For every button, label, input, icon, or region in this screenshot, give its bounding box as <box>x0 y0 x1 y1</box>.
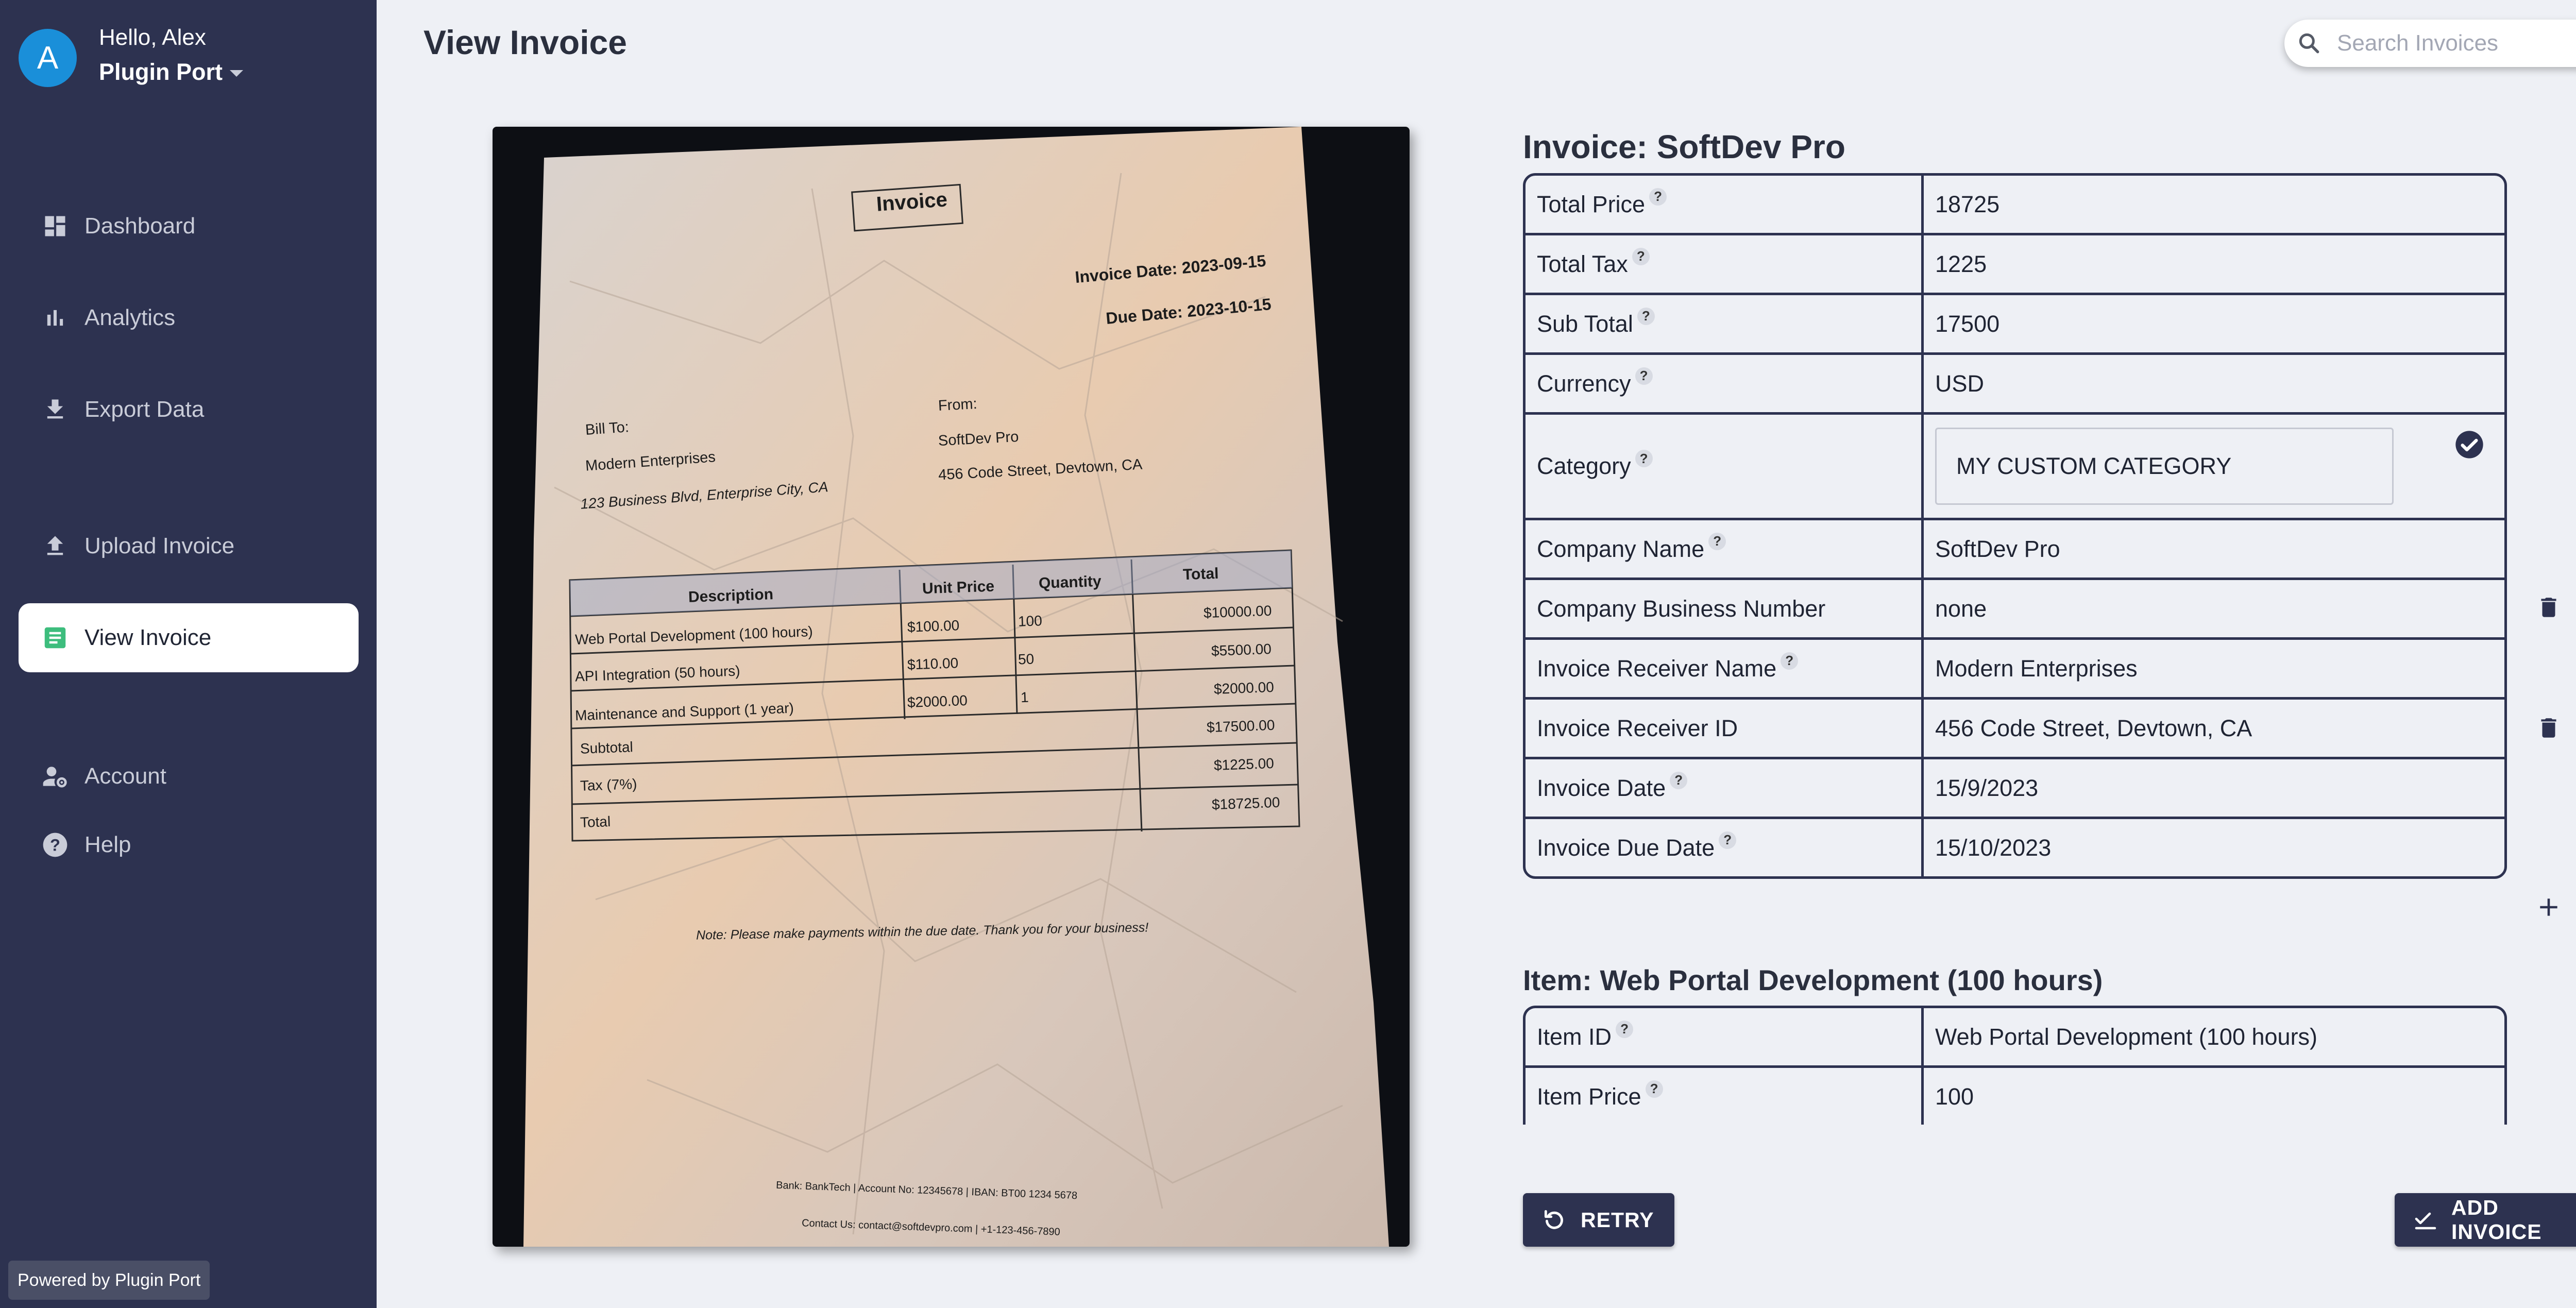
document-bill-to-label: Bill To: <box>584 419 630 438</box>
document-bill-to-name: Modern Enterprises <box>585 449 716 474</box>
field-label-text: Item Price <box>1537 1083 1641 1110</box>
field-label-text: Invoice Due Date <box>1537 834 1715 861</box>
document-th-quantity: Quantity <box>1038 572 1102 592</box>
document-bank: Bank: BankTech | Account No: 12345678 | IBAN: BT00 1234 5678 <box>775 1179 1078 1202</box>
field-row-category <box>1526 415 2504 520</box>
document-heading: Invoice <box>875 188 948 216</box>
org-name: Plugin Port <box>99 59 223 85</box>
checklist-icon <box>2413 1208 2438 1232</box>
field-value[interactable]: 100 <box>1935 1083 1974 1110</box>
help-icon[interactable]: ? <box>1635 367 1653 385</box>
help-icon[interactable]: ? <box>1616 1021 1633 1038</box>
document-row1-total: $10000.00 <box>1203 602 1272 621</box>
retry-button[interactable] <box>1523 1193 1674 1247</box>
document-th-total: Total <box>1182 565 1219 584</box>
greeting: Hello, Alex <box>99 25 206 50</box>
field-label <box>1526 355 1924 412</box>
document-total-label: Total <box>580 813 611 831</box>
field-label <box>1526 1008 1924 1065</box>
category-input[interactable] <box>1935 428 2394 505</box>
delete-invoice-receiver-id-button[interactable] <box>2531 711 2567 747</box>
field-value[interactable]: 15/10/2023 <box>1935 834 2052 861</box>
field-row-company-business-number <box>1526 580 2504 640</box>
field-value[interactable]: 17500 <box>1935 310 2000 337</box>
sidebar-item-help[interactable] <box>19 810 359 879</box>
help-icon[interactable]: ? <box>1670 772 1687 789</box>
field-value[interactable]: SoftDev Pro <box>1935 535 2060 562</box>
sidebar-item-label: Dashboard <box>84 213 196 239</box>
sidebar-item-upload-invoice[interactable] <box>19 512 359 581</box>
document-row1-quantity: 100 <box>1018 613 1043 630</box>
avatar[interactable]: A <box>19 29 77 87</box>
document-row3-unit-price: $2000.00 <box>907 692 968 711</box>
dashboard-icon <box>40 211 70 241</box>
sidebar-item-label: Help <box>84 832 131 857</box>
trash-icon <box>2536 714 2562 745</box>
field-value[interactable]: 18725 <box>1935 191 2000 217</box>
field-label-text: Currency <box>1537 370 1631 397</box>
field-row-sub-total <box>1526 295 2504 355</box>
chevron-down-icon <box>230 70 243 77</box>
field-label-text: Invoice Date <box>1537 774 1666 801</box>
sidebar <box>0 0 377 1308</box>
field-label-text: Company Name <box>1537 535 1705 562</box>
help-icon[interactable]: ? <box>1719 831 1736 849</box>
field-label <box>1526 415 1924 518</box>
add-invoice-label: ADD INVOICE <box>2451 1196 2542 1244</box>
org-switcher[interactable] <box>99 59 243 86</box>
field-label <box>1526 235 1924 293</box>
confirm-check-icon[interactable] <box>2453 428 2486 467</box>
field-label-text: Company Business Number <box>1537 595 1826 622</box>
field-label <box>1526 700 1924 757</box>
bar-chart-icon <box>40 303 70 333</box>
plus-icon <box>2536 894 2562 923</box>
document-th-unit-price: Unit Price <box>922 577 995 598</box>
refresh-icon <box>1541 1207 1567 1233</box>
field-label-text: Total Tax <box>1537 250 1628 277</box>
field-label-text: Item ID <box>1537 1023 1612 1050</box>
field-value <box>1924 415 2504 518</box>
document-subtotal-value: $17500.00 <box>1206 717 1275 736</box>
add-invoice-button[interactable] <box>2395 1193 2576 1247</box>
document-row2-unit-price: $110.00 <box>907 655 959 673</box>
field-label <box>1526 819 1924 876</box>
field-row-invoice-receiver-name <box>1526 640 2504 700</box>
field-value[interactable]: 1225 <box>1935 250 1987 277</box>
document-row3-quantity: 1 <box>1020 689 1029 706</box>
invoice-title: Invoice: SoftDev Pro <box>1523 128 1845 165</box>
field-label-text: Category <box>1537 453 1631 479</box>
document-contact: Contact Us: contact@softdevpro.com | +1-123-456-7890 <box>801 1217 1061 1238</box>
document-row3-total: $2000.00 <box>1213 678 1275 698</box>
field-row-currency <box>1526 355 2504 415</box>
sidebar-item-view-invoice[interactable] <box>19 603 359 672</box>
field-row-invoice-due-date <box>1526 819 2504 876</box>
add-field-button[interactable] <box>2531 890 2567 926</box>
help-icon[interactable]: ? <box>1635 450 1653 467</box>
document-row3-description: Maintenance and Support (1 year) <box>574 700 794 724</box>
sidebar-item-export-data[interactable] <box>19 375 359 444</box>
field-label-text: Invoice Receiver ID <box>1537 715 1738 741</box>
field-label <box>1526 295 1924 352</box>
delete-company-business-number-button[interactable] <box>2531 590 2567 626</box>
help-icon[interactable]: ? <box>1649 188 1667 206</box>
field-row-invoice-date <box>1526 759 2504 819</box>
document-row2-quantity: 50 <box>1018 651 1035 668</box>
help-icon[interactable]: ? <box>1781 652 1798 670</box>
document-row1-description: Web Portal Development (100 hours) <box>574 623 814 648</box>
sidebar-item-label: Upload Invoice <box>84 533 235 558</box>
sidebar-item-account[interactable] <box>19 742 359 811</box>
field-row-item-id <box>1526 1008 2504 1068</box>
field-label <box>1526 640 1924 697</box>
sidebar-item-dashboard[interactable] <box>19 192 359 261</box>
field-label <box>1526 580 1924 637</box>
field-value[interactable]: 15/9/2023 <box>1935 774 2039 801</box>
search-bar[interactable] <box>2284 20 2576 67</box>
svg-text:?: ? <box>50 835 60 855</box>
invoice-image <box>493 127 1410 1247</box>
field-label-text: Sub Total <box>1537 310 1633 337</box>
document-from-label: From: <box>938 396 978 414</box>
help-icon <box>40 830 70 860</box>
field-label <box>1526 1068 1924 1125</box>
document-tax-label: Tax (7%) <box>580 776 637 794</box>
document-row2-total: $5500.00 <box>1211 640 1272 659</box>
field-value[interactable]: Web Portal Development (100 hours) <box>1935 1023 2318 1050</box>
document-bill-to-address: 123 Business Blvd, Enterprise City, CA <box>580 479 829 512</box>
document-row1-unit-price: $100.00 <box>907 617 960 635</box>
document-th-description: Description <box>688 586 774 606</box>
item-fields-table <box>1523 1006 2507 1125</box>
field-label <box>1526 176 1924 233</box>
search-input[interactable] <box>2336 30 2576 57</box>
help-icon[interactable]: ? <box>1632 248 1650 265</box>
upload-icon <box>40 531 70 561</box>
field-row-invoice-receiver-id <box>1526 700 2504 759</box>
document-tax-value: $1225.00 <box>1213 755 1275 774</box>
document-from-address: 456 Code Street, Devtown, CA <box>938 456 1143 484</box>
document-invoice-date: Invoice Date: 2023-09-15 <box>1074 251 1267 287</box>
sidebar-item-label: Export Data <box>84 397 205 422</box>
field-row-item-price <box>1526 1068 2504 1125</box>
field-row-total-price <box>1526 176 2504 235</box>
field-value[interactable]: 456 Code Street, Devtown, CA <box>1935 715 2252 741</box>
sidebar-item-label: Account <box>84 763 166 789</box>
field-label-text: Invoice Receiver Name <box>1537 655 1777 682</box>
help-icon[interactable]: ? <box>1637 308 1655 325</box>
field-label-text: Total Price <box>1537 191 1646 217</box>
item-title: Item: Web Portal Development (100 hours) <box>1523 964 2103 996</box>
field-value[interactable]: Modern Enterprises <box>1935 655 2138 682</box>
sidebar-item-label: View Invoice <box>84 625 212 650</box>
sidebar-item-analytics[interactable] <box>19 283 359 352</box>
document-row2-description: API Integration (50 hours) <box>574 663 741 685</box>
field-label <box>1526 520 1924 577</box>
document-note: Note: Please make payments within the due date. Thank you for your business! <box>696 920 1149 943</box>
document-total-value: $18725.00 <box>1211 794 1280 813</box>
field-label <box>1526 759 1924 817</box>
field-row-company-name <box>1526 520 2504 580</box>
field-value[interactable]: USD <box>1935 370 1985 397</box>
powered-by-badge[interactable]: Powered by Plugin Port <box>8 1261 210 1300</box>
field-value[interactable]: none <box>1935 595 1987 622</box>
trash-icon <box>2536 593 2562 624</box>
account-settings-icon <box>40 761 70 791</box>
page-title: View Invoice <box>423 23 627 61</box>
field-row-total-tax <box>1526 235 2504 295</box>
help-icon[interactable]: ? <box>1708 533 1726 550</box>
download-icon <box>40 395 70 424</box>
search-icon <box>2295 29 2324 58</box>
document-from-name: SoftDev Pro <box>938 428 1020 450</box>
help-icon[interactable]: ? <box>1646 1080 1663 1098</box>
invoice-fields-table <box>1523 173 2507 879</box>
document-due-date: Due Date: 2023-10-15 <box>1105 295 1272 328</box>
retry-label: RETRY <box>1581 1208 1654 1232</box>
sidebar-item-label: Analytics <box>84 305 176 330</box>
document-subtotal-label: Subtotal <box>580 739 634 757</box>
document-icon <box>40 623 70 653</box>
